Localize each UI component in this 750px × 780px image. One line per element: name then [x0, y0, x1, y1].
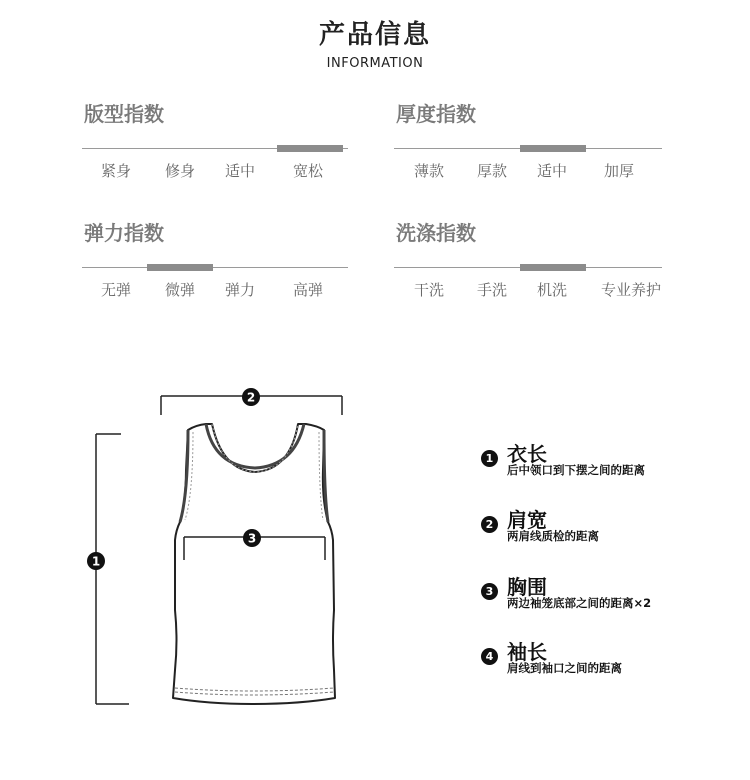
legend-title: 胸围 — [507, 575, 547, 599]
elasticity-option: 无弹 — [100, 281, 131, 299]
washing-option: 干洗 — [413, 281, 444, 299]
thickness-option: 厚款 — [476, 162, 507, 180]
page-title: 产品信息 — [318, 20, 431, 50]
chest-marker — [243, 529, 261, 547]
fit-option: 适中 — [224, 162, 255, 180]
washing-index-title: 洗涤指数 — [396, 221, 476, 245]
length-marker — [87, 552, 105, 570]
legend-number-icon: 4 — [481, 648, 498, 665]
thickness-index-title: 厚度指数 — [396, 102, 476, 126]
elasticity-index-title: 弹力指数 — [84, 221, 164, 245]
washing-option: 机洗 — [536, 281, 567, 299]
elasticity-option: 高弹 — [292, 281, 323, 299]
thickness-option: 加厚 — [603, 162, 634, 180]
washing-option: 手洗 — [476, 281, 507, 299]
elasticity-option: 弹力 — [224, 281, 255, 299]
elasticity-option: 微弹 — [164, 281, 195, 299]
legend-title: 衣长 — [507, 442, 547, 466]
tank-top-outline — [173, 424, 335, 704]
fit-option: 紧身 — [100, 162, 131, 180]
svg-text:1: 1 — [91, 554, 101, 569]
fit-option: 宽松 — [292, 162, 323, 180]
legend-number-icon: 1 — [481, 450, 498, 467]
fit-option: 修身 — [164, 162, 195, 180]
legend-title: 袖长 — [507, 640, 547, 664]
page-subtitle: INFORMATION — [326, 56, 424, 71]
legend-description: 两边袖笼底部之间的距离×2 — [507, 596, 652, 610]
thickness-option: 适中 — [536, 162, 567, 180]
legend-title: 肩宽 — [507, 508, 547, 532]
legend-description: 两肩线质检的距离 — [507, 529, 599, 543]
body-length-bracket — [96, 434, 129, 704]
legend-number-icon: 3 — [481, 583, 498, 600]
washing-option: 专业养护 — [600, 281, 661, 299]
thickness-option: 薄款 — [413, 162, 444, 180]
legend-description: 肩线到袖口之间的距离 — [507, 661, 622, 675]
legend-description: 后中领口到下摆之间的距离 — [507, 463, 645, 477]
legend-number-icon: 2 — [481, 516, 498, 533]
shoulder-marker — [242, 388, 260, 406]
svg-text:2: 2 — [246, 390, 256, 405]
fit-index-title: 版型指数 — [84, 102, 164, 126]
svg-text:3: 3 — [247, 531, 257, 546]
